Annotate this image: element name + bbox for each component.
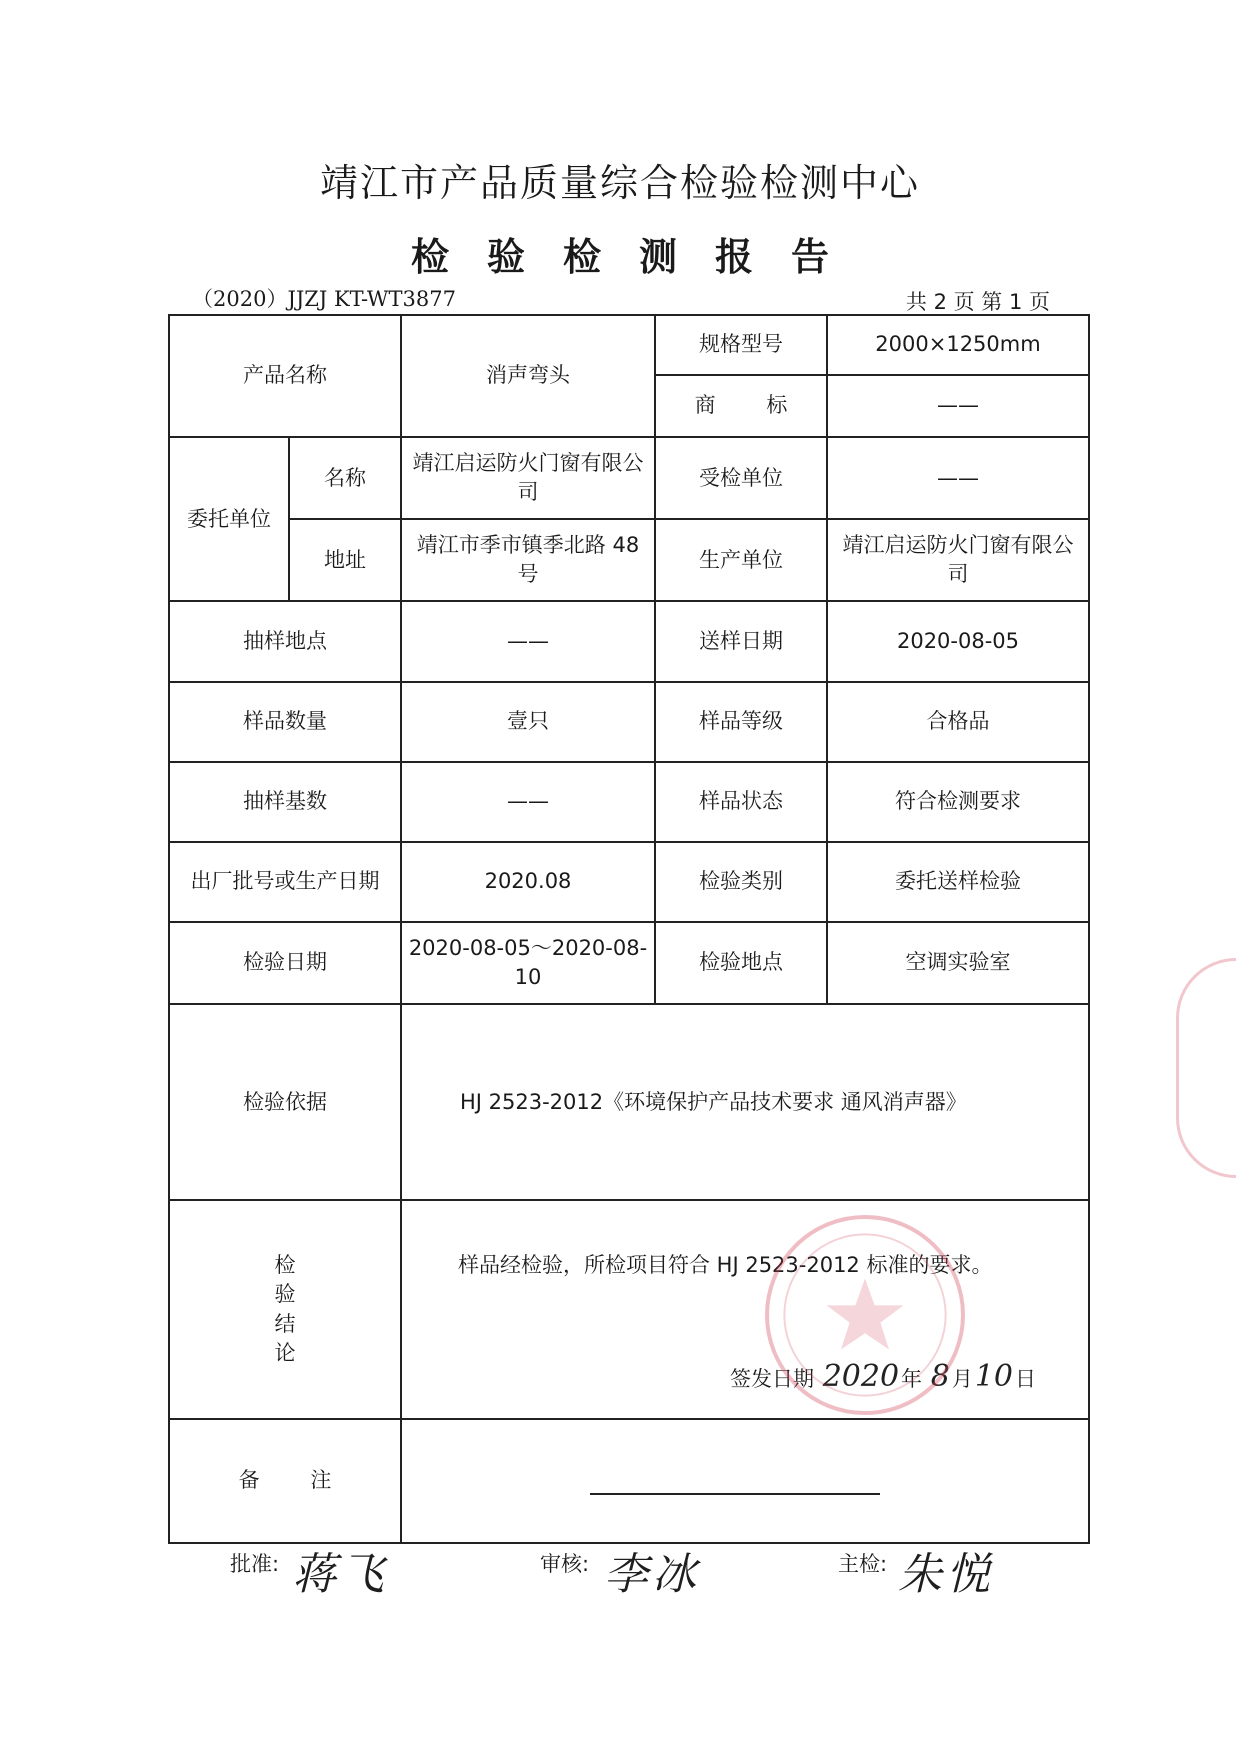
client-address-value: 靖江市季市镇季北路 48 号 xyxy=(401,519,655,601)
inspection-place-label: 检验地点 xyxy=(655,922,827,1004)
client-name-label: 名称 xyxy=(289,437,401,519)
conclusion-label-char: 检 xyxy=(274,1252,296,1277)
batch-value: 2020.08 xyxy=(401,842,655,922)
sample-status-label: 样品状态 xyxy=(655,762,827,842)
inspection-type-value: 委托送样检验 xyxy=(827,842,1089,922)
conclusion-text: 样品经检验，所检项目符合 HJ 2523-2012 标准的要求。 xyxy=(458,1253,993,1278)
inspected-unit-value: —— xyxy=(827,437,1089,519)
conclusion-label-char: 验 xyxy=(274,1282,296,1307)
sample-grade-label: 样品等级 xyxy=(655,682,827,762)
issue-month: 8 xyxy=(930,1359,950,1395)
official-seal xyxy=(765,1215,965,1415)
approve-signature: 蒋飞 xyxy=(292,1549,388,1600)
client-label: 委托单位 xyxy=(169,437,289,601)
sampling-place-value: —— xyxy=(401,601,655,681)
sample-quantity-value: 壹只 xyxy=(401,682,655,762)
inspected-unit-label: 受检单位 xyxy=(655,437,827,519)
inspection-date-label: 检验日期 xyxy=(169,922,401,1004)
remarks-label: 备 注 xyxy=(169,1419,401,1543)
issue-date-label: 签发日期 xyxy=(730,1367,814,1392)
review-label: 审核: xyxy=(540,1552,590,1576)
review-signature: 李冰 xyxy=(604,1549,700,1600)
conclusion-label xyxy=(169,1200,401,1418)
page-info: 共 2 页 第 1 页 xyxy=(905,290,1050,314)
inspection-date-value: 2020-08-05～2020-08-10 xyxy=(401,922,655,1004)
delivery-date-label: 送样日期 xyxy=(655,601,827,681)
manufacturer-value: 靖江启运防火门窗有限公司 xyxy=(827,519,1089,601)
product-name-value: 消声弯头 xyxy=(401,315,655,437)
approve-label: 批准: xyxy=(230,1552,280,1576)
sampling-base-label: 抽样基数 xyxy=(169,762,401,842)
issue-month-unit: 月 xyxy=(951,1367,973,1392)
sample-quantity-label: 样品数量 xyxy=(169,682,401,762)
inspector-signature: 朱悦 xyxy=(898,1549,994,1600)
sample-grade-value: 合格品 xyxy=(827,682,1089,762)
remarks-underline xyxy=(590,1493,880,1495)
basis-label: 检验依据 xyxy=(169,1004,401,1200)
trademark-label: 商 标 xyxy=(655,375,827,437)
conclusion-label-char: 论 xyxy=(274,1340,296,1365)
sampling-base-value: —— xyxy=(401,762,655,842)
spec-label: 规格型号 xyxy=(655,315,827,375)
org-name: 靖江市产品质量综合检验检测中心 xyxy=(319,161,920,205)
report-title: 检验检测报告 xyxy=(410,235,867,279)
delivery-date-value: 2020-08-05 xyxy=(827,601,1089,681)
batch-label: 出厂批号或生产日期 xyxy=(169,842,401,922)
client-name-value: 靖江启运防火门窗有限公司 xyxy=(401,437,655,519)
client-address-label: 地址 xyxy=(289,519,401,601)
inspection-place-value: 空调实验室 xyxy=(827,922,1089,1004)
manufacturer-label: 生产单位 xyxy=(655,519,827,601)
inspector-label: 主检: xyxy=(838,1552,888,1576)
trademark-value: —— xyxy=(827,375,1089,437)
page-seal-stamp xyxy=(1176,958,1236,1178)
conclusion-label-char: 结 xyxy=(274,1311,296,1336)
issue-day-unit: 日 xyxy=(1015,1367,1037,1392)
remarks-value xyxy=(401,1419,1089,1543)
conclusion-cell xyxy=(401,1200,1089,1418)
inspection-type-label: 检验类别 xyxy=(655,842,827,922)
issue-day: 10 xyxy=(974,1359,1014,1395)
spec-value: 2000×1250mm xyxy=(827,315,1089,375)
basis-value: HJ 2523-2012《环境保护产品技术要求 通风消声器》 xyxy=(401,1004,1089,1200)
issue-year: 2020 xyxy=(822,1359,900,1395)
product-name-label: 产品名称 xyxy=(169,315,401,437)
sample-status-value: 符合检测要求 xyxy=(827,762,1089,842)
doc-number: （2020）JJZJ KT-WT3877 xyxy=(192,287,456,311)
issue-year-unit: 年 xyxy=(901,1367,923,1392)
sampling-place-label: 抽样地点 xyxy=(169,601,401,681)
